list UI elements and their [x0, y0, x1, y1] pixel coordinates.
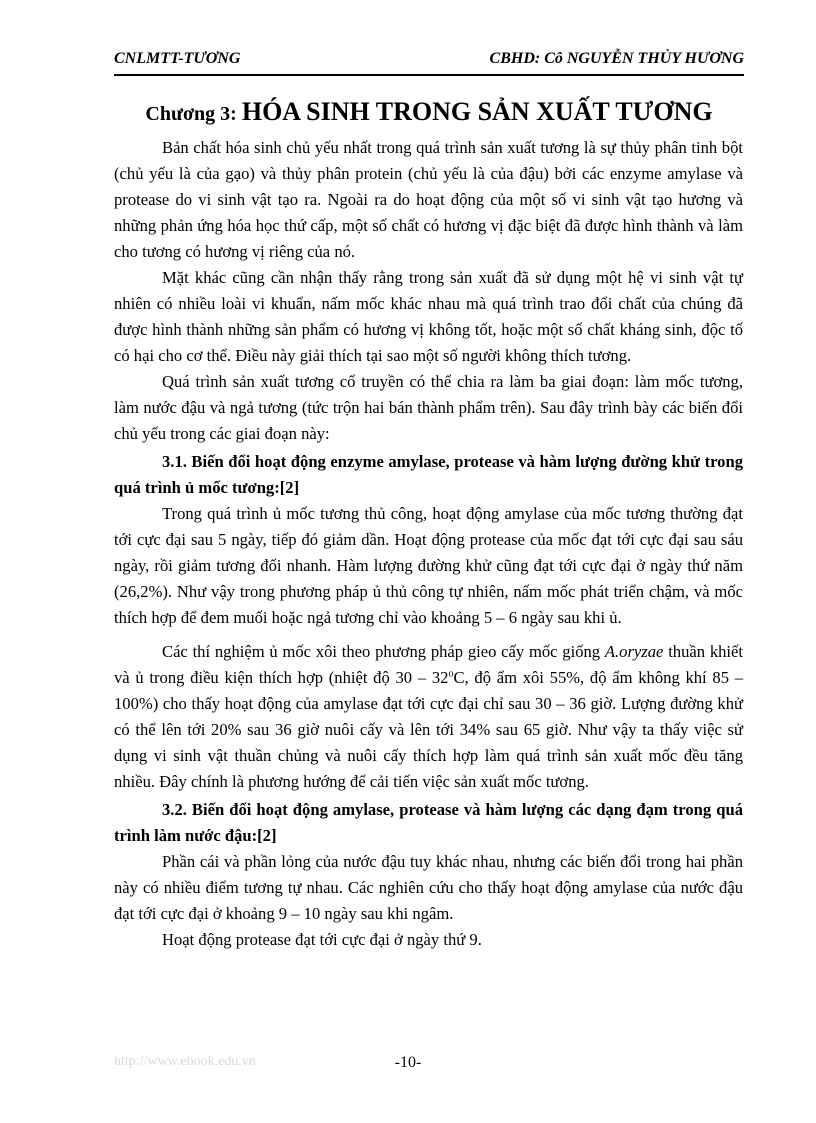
- paragraph-5-part-a: Các thí nghiệm ủ mốc xôi theo phương pháp gieo cấy mốc giống: [162, 642, 605, 661]
- paragraph-4: Trong quá trình ủ mốc tương thủ công, hoạt động amylase của mốc tương thường đạt tới cực đại sau 5 ngày, tiếp đó giảm dần. Hoạt động protease của mốc đạt tới cực đại sau sáu ngày, rồi giảm tương đối nhanh. Hàm lượng đường khử cũng đạt tới cực đại ở ngày thứ năm (26,2%). Như vậy trong phương pháp ủ thủ công tự nhiên, nấm mốc phát triển chậm, và mốc thích hợp để đem muối hoặc ngả tương chỉ vào khoảng 5 – 6 ngày sau khi ủ.: [114, 504, 743, 627]
- species-name: A.oryzae: [604, 642, 664, 661]
- header-rule: [114, 74, 744, 76]
- paragraph-6: Phần cái và phần lỏng của nước đậu tuy khác nhau, nhưng các biến đổi trong hai phần này có nhiều điểm tương tự nhau. Các nghiên cứu cho thấy hoạt động amylase của nước đậu đạt tới cực đại ở khoảng 9 – 10 ngày sau khi ngâm.: [114, 852, 743, 923]
- chapter-title: [114, 97, 744, 127]
- paragraph-3: Quá trình sản xuất tương cổ truyền có thể chia ra làm ba giai đoạn: làm mốc tương, làm nước đậu và ngả tương (tức trộn hai bán thành phẩm trên). Sau đây trình bày các biến đổi chủ yếu trong các giai đoạn này:: [114, 372, 743, 443]
- degree-mark: o: [448, 668, 454, 680]
- paragraph-5: [114, 639, 743, 795]
- running-header: [114, 50, 744, 72]
- chapter-number: Chương 3:: [145, 103, 242, 125]
- paragraph-7: Hoạt động protease đạt tới cực đại ở ngày thứ 9.: [162, 930, 482, 949]
- page-number: -10-: [394, 1054, 422, 1071]
- header-course-code: CNLMTT-TƯƠNG: [114, 50, 241, 67]
- section-heading-3-1: 3.1. Biến đổi hoạt động enzyme amylase, protease và hàm lượng đường khử trong quá trình ủ mốc tương:[2]: [114, 452, 743, 497]
- chapter-heading: HÓA SINH TRONG SẢN XUẤT TƯƠNG: [241, 97, 713, 126]
- document-body: [114, 135, 743, 953]
- paragraph-5-part-c: C, độ ẩm xôi 55%, độ ẩm không khí 85 – 100%) cho thấy hoạt động của amylase đạt tới cực đại chỉ sau 30 – 36 giờ. Lượng đường khử có thể lên tới 20% sau 36 giờ nuôi cấy và lên tới 34% sau 65 giờ. Như vậy ta thấy việc sử dụng vi sinh vật thuần chủng và nuôi cấy thích hợp làm quá trình sản xuất mốc đều tăng nhiều. Đây chính là phương hướng để cải tiến việc sản xuất mốc tương.: [114, 668, 744, 791]
- paragraph-2: Mặt khác cũng cần nhận thấy rằng trong sản xuất đã sử dụng một hệ vi sinh vật tự nhiên có nhiều loài vi khuẩn, nấm mốc khác nhau mà quá trình trao đổi chất của chúng đã được hình thành những sản phẩm có hương vị không tốt, hoặc một số chất kháng sinh, độc tố có hại cho cơ thể. Điều này giải thích tại sao một số người không thích tương.: [114, 268, 743, 365]
- paragraph-5-part-b: thuần khiết và ủ trong điều kiện thích hợp (nhiệt độ 30 – 32: [114, 642, 744, 687]
- footer-watermark-url: http://www.ebook.edu.vn: [114, 1054, 256, 1069]
- section-heading-3-2: 3.2. Biến đổi hoạt động amylase, protease và hàm lượng các dạng đạm trong quá trình làm nước đậu:[2]: [114, 800, 743, 845]
- header-supervisor: CBHD: Cô NGUYỄN THỦY HƯƠNG: [489, 50, 744, 67]
- paragraph-1: Bản chất hóa sinh chủ yếu nhất trong quá trình sản xuất tương là sự thủy phân tinh bột (chủ yếu là của gạo) và thủy phân protein (chủ yếu là của đậu) bởi các enzyme amylase và protease do vi sinh vật tạo ra. Ngoài ra do hoạt động của một số vi sinh vật tạo hương và những phản ứng hóa học thứ cấp, một số chất có hương vị đặc biệt đã được hình thành và làm cho tương có hương vị riêng của nó.: [114, 138, 743, 261]
